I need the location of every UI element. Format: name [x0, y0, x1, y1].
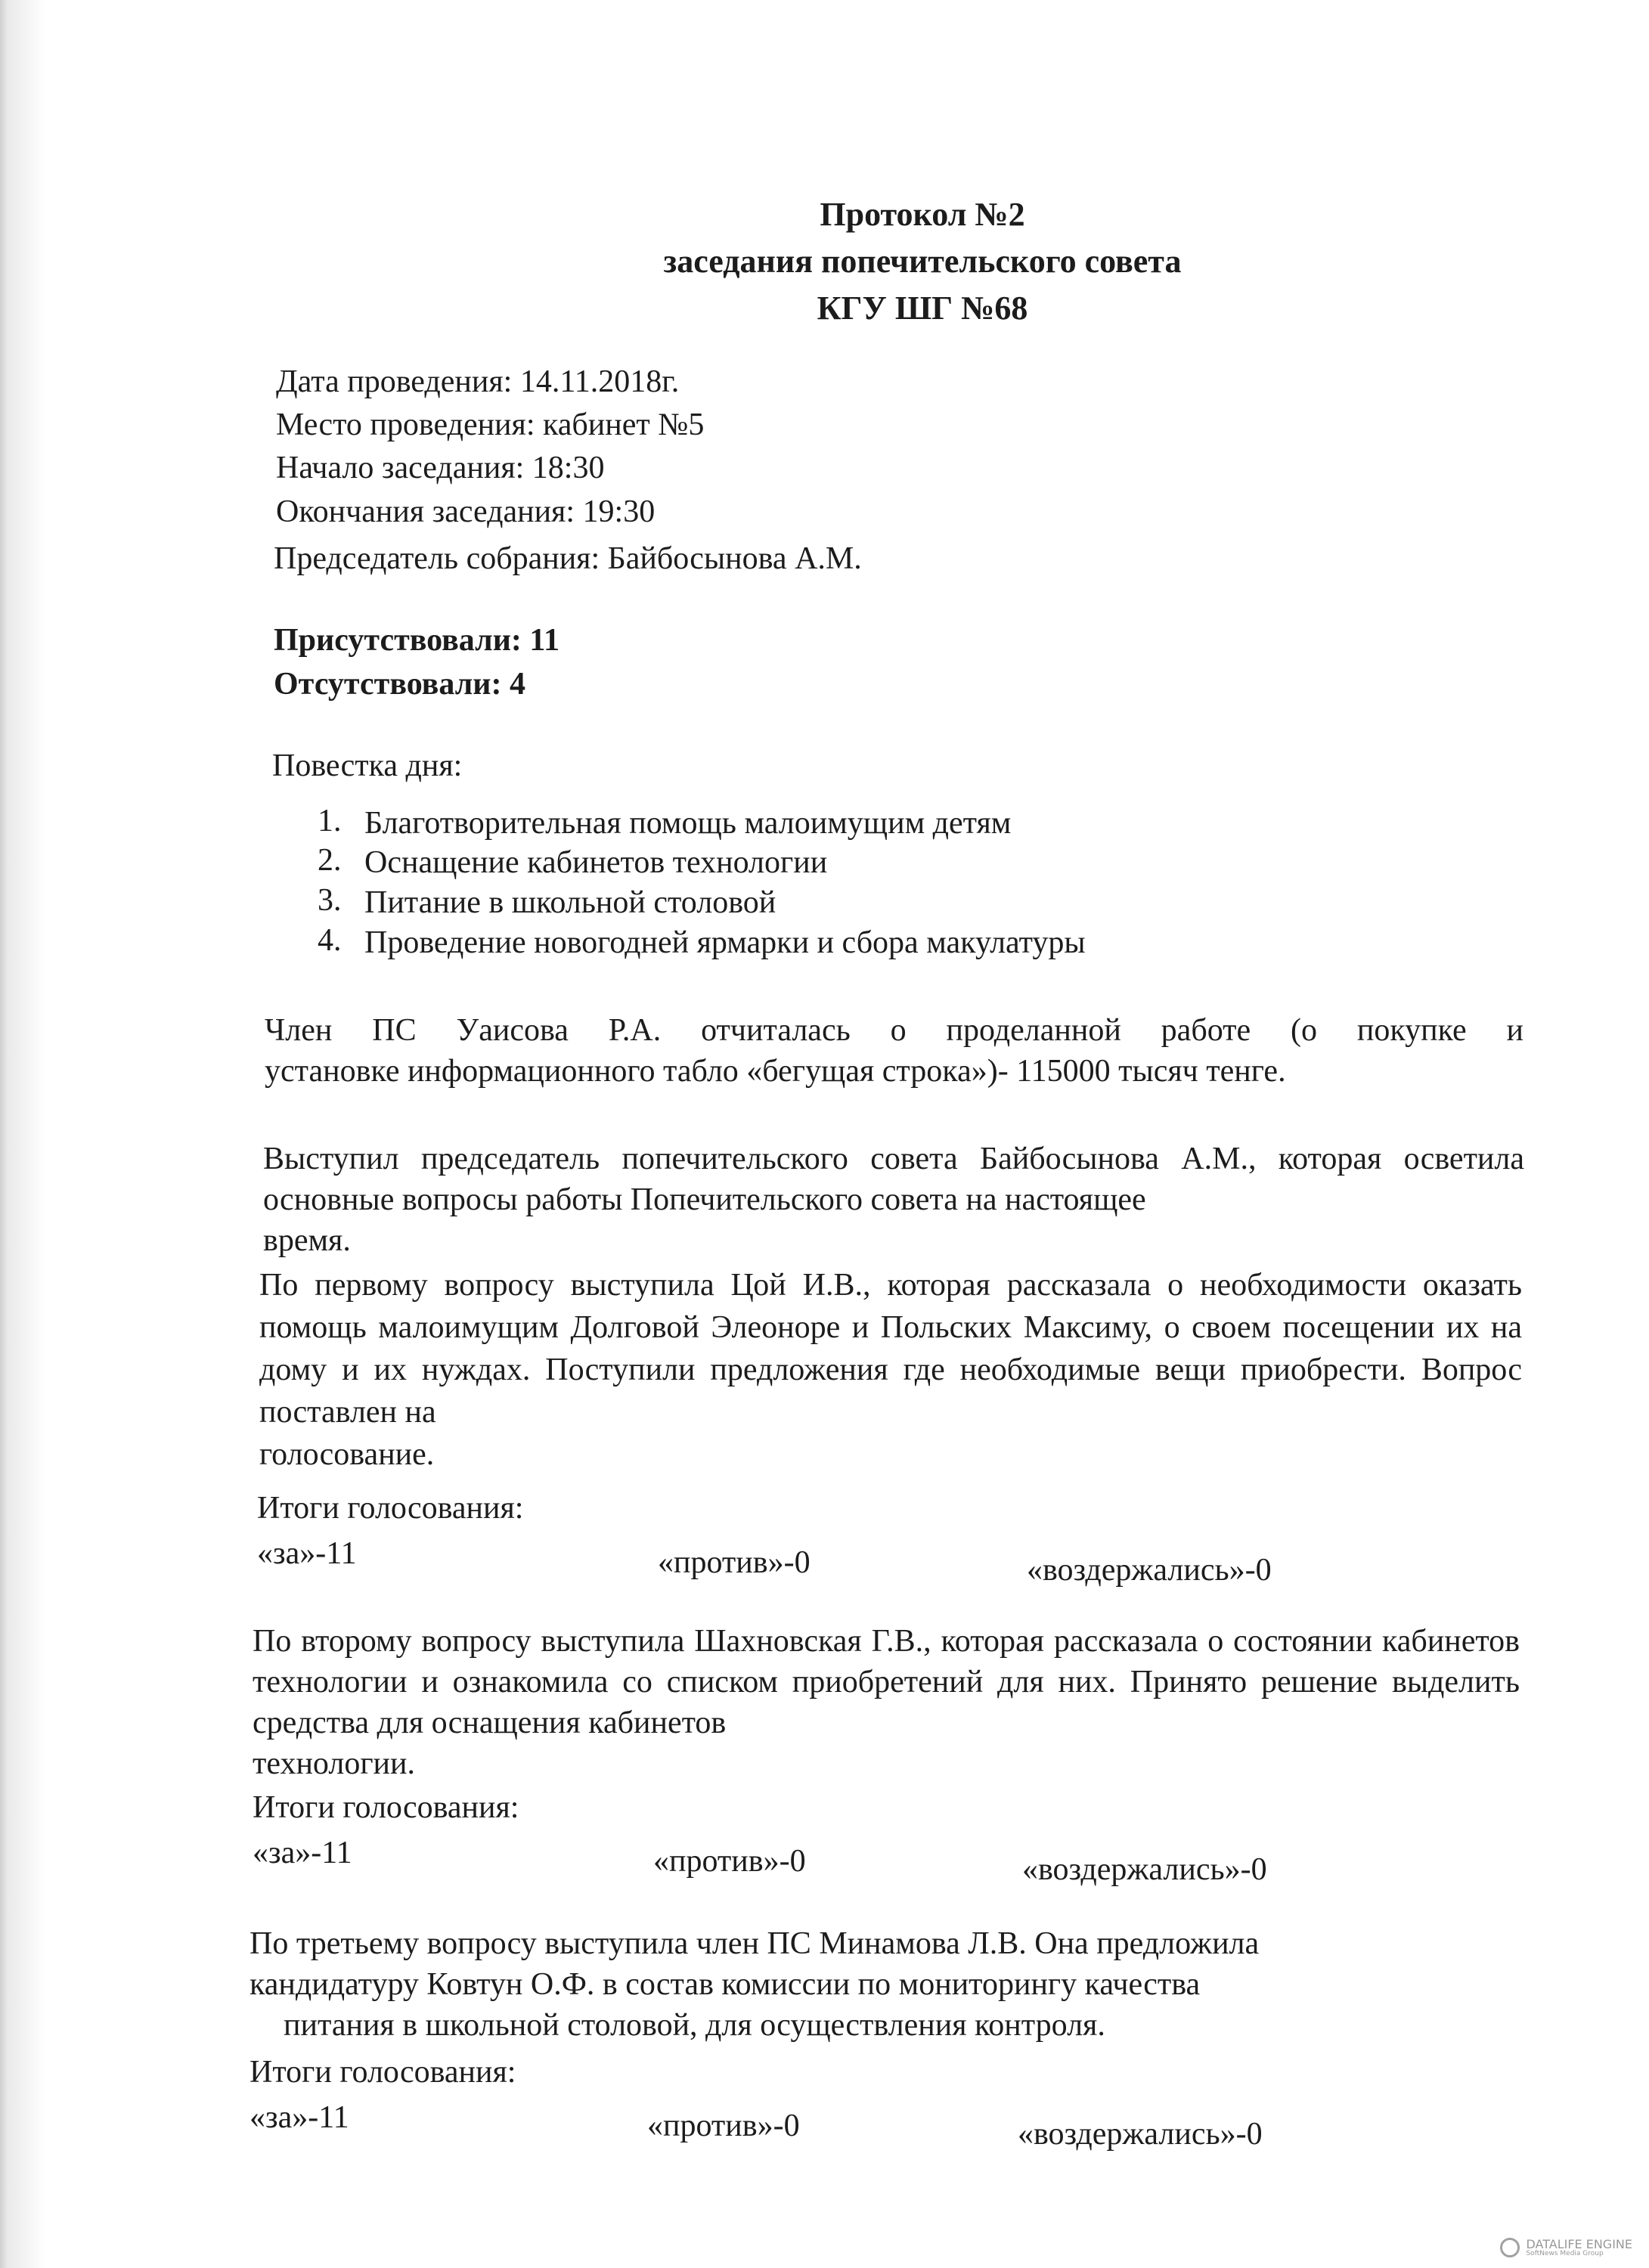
agenda-item-text: Питание в школьной столовой	[364, 885, 776, 920]
watermark-sub: SoftNews Media Group	[1526, 2249, 1604, 2257]
agenda-item-text: Оснащение кабинетов технологии	[364, 845, 828, 880]
agenda-item-text: Проведение новогодней ярмарки и сбора макулатуры	[364, 925, 1086, 960]
vote-abstain: «воздержались»-0	[1018, 2117, 1263, 2152]
agenda-item-number: 4.	[318, 923, 342, 958]
watermark-text	[1526, 2236, 1632, 2257]
vote-against: «против»-0	[658, 1545, 811, 1580]
vote-results-title: Итоги голосования:	[253, 1790, 519, 1825]
agenda-item-number: 1.	[318, 804, 342, 838]
agenda-title: Повестка дня:	[272, 748, 463, 783]
organization-title: КГУ ШГ №68	[817, 290, 1028, 327]
vote-against: «против»-0	[647, 2108, 800, 2143]
question1-text: По первому вопросу выступила Цой И.В., которая рассказала о необходимости оказать помощь малоимущим Долговой Элеоноре и Польских Максиму, о своем посещении их на дому и их нуждах. Поступили предложения где необходимые вещи приобрести. Вопрос поставлен на	[259, 1268, 1522, 1430]
meeting-end: Окончания заседания: 19:30	[276, 494, 656, 529]
vote-abstain: «воздержались»-0	[1022, 1852, 1267, 1887]
vote-abstain: «воздержались»-0	[1027, 1553, 1272, 1588]
vote-results-title: Итоги голосования:	[250, 2055, 516, 2090]
present-count: Присутствовали: 11	[274, 623, 560, 658]
question2-text: По второму вопросу выступила Шахновская Г.В., которая рассказала о состоянии кабинетов технологии и ознакомила со списком приобретений для них. Принято решение выделить средства для оснащения кабинетов	[253, 1624, 1520, 1740]
report-line: установке информационного табло «бегущая строка»)- 115000 тысяч тенге.	[265, 1054, 1286, 1089]
meeting-date: Дата проведения: 14.11.2018г.	[276, 364, 680, 399]
watermark-logo	[1500, 2238, 1632, 2257]
question3-line: питания в школьной столовой, для осуществления контроля.	[284, 2008, 1105, 2043]
question2-paragraph	[253, 1621, 1520, 1784]
vote-against: «против»-0	[653, 1844, 806, 1879]
watermark-brand: DATALIFE ENGINE	[1526, 2236, 1632, 2251]
question3-line: По третьему вопросу выступила член ПС Минамова Л.В. Она предложила	[250, 1926, 1260, 1961]
agenda-item-text: Благотворительная помощь малоимущим детям	[364, 806, 1012, 841]
question3-line: кандидатуру Ковтун О.Ф. в состав комиссии по мониторингу качества	[250, 1967, 1201, 2002]
question2-last: технологии.	[253, 1746, 416, 1781]
report-paragraph	[265, 1010, 1523, 1092]
absent-count: Отсутствовали: 4	[274, 667, 525, 702]
meeting-start: Начало заседания: 18:30	[276, 451, 605, 485]
protocol-title: Протокол №2	[820, 196, 1025, 233]
vote-results-title: Итоги голосования:	[257, 1491, 524, 1526]
vote-for: «за»-11	[257, 1536, 357, 1571]
agenda-item-number: 3.	[318, 883, 342, 918]
question1-paragraph	[259, 1264, 1522, 1476]
chair-speech-text: Выступил председатель попечительского совета Байбосынова А.М., которая осветила основные вопросы работы Попечительского совета на настоящее	[263, 1142, 1524, 1217]
chair-speech-last: время.	[263, 1223, 351, 1258]
scan-edge-shadow	[0, 0, 53, 2268]
meeting-chair: Председатель собрания: Байбосынова А.М.	[274, 541, 862, 576]
chair-speech-paragraph	[263, 1139, 1524, 1261]
agenda-item-number: 2.	[318, 843, 342, 878]
watermark-circle-icon	[1500, 2238, 1520, 2257]
vote-for: «за»-11	[250, 2100, 349, 2135]
meeting-place: Место проведения: кабинет №5	[276, 407, 705, 442]
protocol-subtitle: заседания попечительского совета	[663, 243, 1182, 280]
question1-last: голосование.	[259, 1437, 435, 1472]
vote-for: «за»-11	[253, 1836, 352, 1870]
report-line: Член ПС Уаисова Р.А. отчиталась о проделанной работе (о покупке и	[265, 1013, 1523, 1048]
